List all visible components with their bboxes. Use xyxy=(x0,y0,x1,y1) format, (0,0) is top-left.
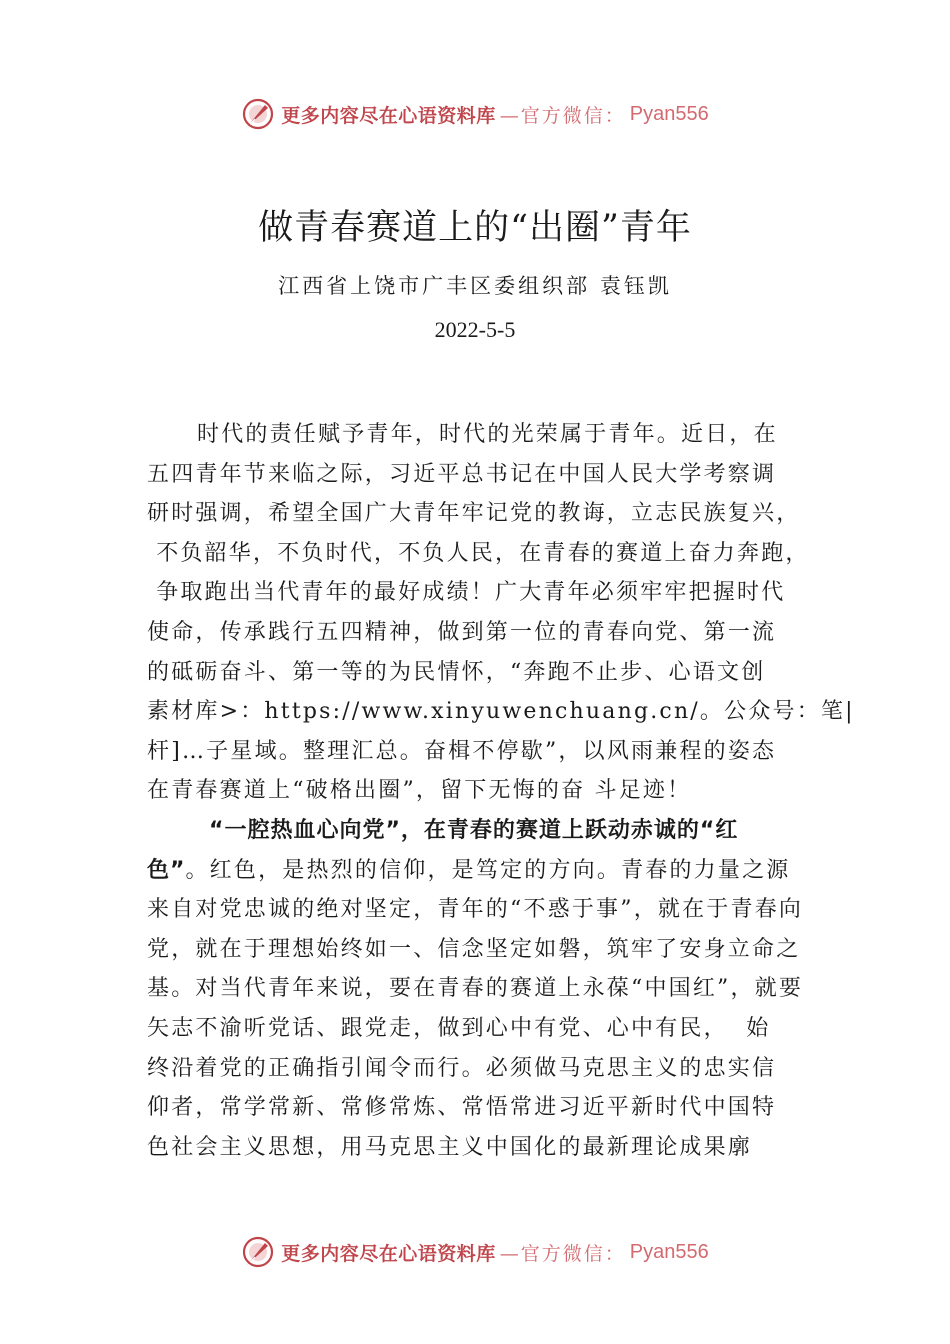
section-heading-line xyxy=(147,811,827,851)
document-title: 做青春赛道上的“出圈”青年 xyxy=(258,208,692,248)
document-author: 江西省上饶市广丰区委组织部 袁钰凯 xyxy=(278,274,672,298)
body-line: 来自对党忠诚的绝对坚定，青年的“不惑于事”，就在于青春向 xyxy=(147,897,804,923)
body-line: 基。对当代青年来说，要在青春的赛道上永葆“中国红”，就要 xyxy=(147,976,804,1002)
body-line: 终沿着党的正确指引闻令而行。必须做马克思主义的忠实信 xyxy=(147,1055,777,1081)
body-line-link: 素材库>：https://www.xinyuwenchuang.cn/。公众号：笔| xyxy=(147,699,855,725)
watermark-wechat-label: —官方微信： xyxy=(499,104,626,127)
quill-logo-icon xyxy=(241,1235,275,1269)
quill-logo-icon xyxy=(241,97,275,131)
body-line: 在青春赛道上“破格出圈”，留下无悔的奋 斗足迹！ xyxy=(147,778,692,804)
body-line: 仰者，常学常新、常修常炼、常悟常进习近平新时代中国特 xyxy=(147,1095,777,1121)
body-line: 矢志不渝听党话、跟党走，做到心中有党、心中有民， 始 xyxy=(147,1015,771,1041)
document-date: 2022-5-5 xyxy=(434,317,516,342)
body-line: 使命，传承践行五四精神，做到第一位的青春向党、第一流 xyxy=(147,619,777,645)
body-text: 。红色，是热烈的信仰，是笃定的方向。青春的力量之源 xyxy=(185,857,791,883)
watermark-banner-bottom xyxy=(0,1232,950,1272)
watermark-wechat-id: Pyan556 xyxy=(629,102,709,125)
section-heading: “一腔热血心向党”，在青春的赛道上跃动赤诚的“红 xyxy=(209,817,739,843)
body-line: 研时强调，希望全国广大青年牢记党的教诲，立志民族复兴， xyxy=(147,501,801,527)
watermark-text: 更多内容尽在心语资料库 xyxy=(281,1242,496,1265)
body-line: 争取跑出当代青年的最好成绩！广大青年必须牢牢把握时代 xyxy=(147,580,786,606)
body-line: 党，就在于理想始终如一、信念坚定如磐，筑牢了安身立命之 xyxy=(147,936,801,962)
section-heading-continuation xyxy=(147,851,827,891)
body-line: 的砥砺奋斗、第一等的为民情怀，“奔跑不止步、心语文创 xyxy=(147,659,766,685)
watermark-text: 更多内容尽在心语资料库 xyxy=(281,104,496,127)
section-heading-end: 色” xyxy=(147,857,186,883)
body-line: 时代的责任赋予青年，时代的光荣属于青年。近日，在 xyxy=(197,422,778,447)
watermark-wechat-label: —官方微信： xyxy=(499,1242,626,1265)
watermark-wechat-id: Pyan556 xyxy=(629,1240,709,1263)
body-line: 五四青年节来临之际，习近平总书记在中国人民大学考察调 xyxy=(147,461,777,487)
body-line: 杆]…子星域。整理汇总。奋楫不停歇”，以风雨兼程的姿态 xyxy=(147,738,777,764)
body-line: 色社会主义思想，用马克思主义中国化的最新理论成果廓 xyxy=(147,1134,753,1160)
document-body xyxy=(147,415,855,1167)
watermark-banner-top xyxy=(0,94,950,134)
body-line: 不负韶华，不负时代，不负人民，在青春的赛道上奋力奔跑， xyxy=(147,540,810,566)
